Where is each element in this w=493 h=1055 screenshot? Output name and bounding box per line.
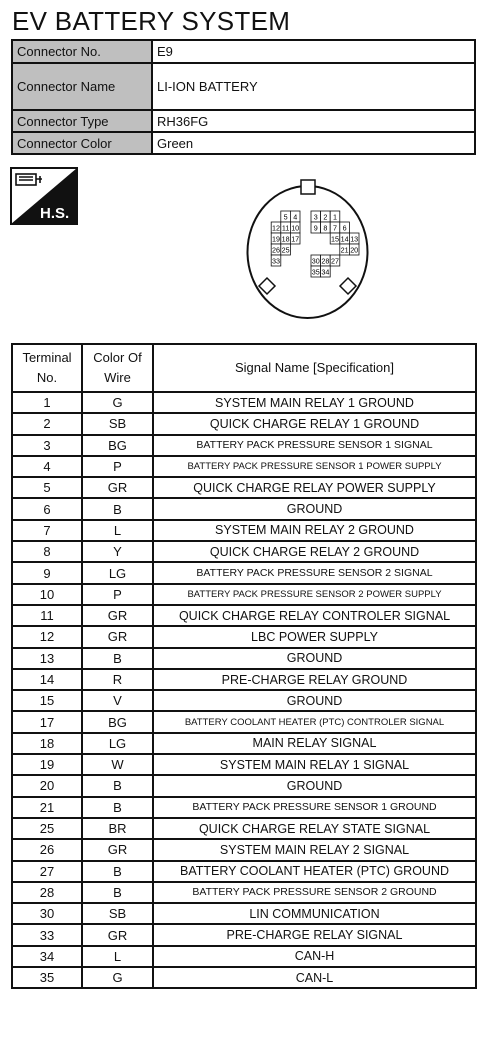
header-terminal-line2: No. — [36, 370, 58, 385]
wire-color-cell: B — [82, 797, 153, 818]
info-value: LI-ION BATTERY — [152, 63, 475, 110]
terminal-no-cell: 15 — [12, 690, 82, 711]
header-terminal-line1: Terminal — [22, 350, 72, 365]
wire-color-cell: SB — [82, 903, 153, 924]
table-row — [12, 392, 476, 413]
header-terminal-no — [12, 344, 82, 392]
info-row-connector-color — [12, 132, 475, 154]
table-row — [12, 946, 476, 967]
wire-color-cell: GR — [82, 839, 153, 860]
signal-name-cell: BATTERY COOLANT HEATER (PTC) CONTROLER SIGNAL — [153, 711, 476, 732]
terminal-no-cell: 13 — [12, 648, 82, 669]
table-row — [12, 818, 476, 839]
info-value: RH36FG — [152, 110, 475, 132]
table-row — [12, 882, 476, 903]
pin-label: 26 — [272, 245, 280, 255]
table-row — [12, 584, 476, 605]
pin-label: 1 — [333, 212, 337, 222]
header-color-line1: Color Of — [93, 350, 142, 365]
terminal-no-cell: 34 — [12, 946, 82, 967]
pin-label: 35 — [311, 267, 320, 277]
hs-label: H.S. — [40, 205, 70, 222]
pin-label: 4 — [293, 212, 298, 222]
signal-name-cell: PRE-CHARGE RELAY GROUND — [153, 669, 476, 690]
terminal-no-cell: 8 — [12, 541, 82, 562]
wire-color-cell: P — [82, 456, 153, 477]
pin-label: 21 — [340, 245, 349, 255]
wire-color-cell: Y — [82, 541, 153, 562]
wire-color-cell: B — [82, 498, 153, 519]
signal-name-cell: CAN-H — [153, 946, 476, 967]
pin-label: 5 — [283, 212, 288, 222]
terminal-no-cell: 33 — [12, 924, 82, 945]
signal-name-cell: PRE-CHARGE RELAY SIGNAL — [153, 924, 476, 945]
wire-color-cell: L — [82, 946, 153, 967]
wire-color-cell: BG — [82, 711, 153, 732]
terminal-no-cell: 11 — [12, 605, 82, 626]
signal-name-cell: CAN-L — [153, 967, 476, 988]
terminal-no-cell: 18 — [12, 733, 82, 754]
signal-name-cell: BATTERY COOLANT HEATER (PTC) GROUND — [153, 861, 476, 882]
signal-name-cell: QUICK CHARGE RELAY STATE SIGNAL — [153, 818, 476, 839]
table-row — [12, 754, 476, 775]
wire-color-cell: B — [82, 861, 153, 882]
table-row — [12, 733, 476, 754]
terminal-no-cell: 5 — [12, 477, 82, 498]
table-row — [12, 690, 476, 711]
pin-label: 9 — [313, 223, 318, 233]
info-row-connector-name — [12, 63, 475, 110]
wire-color-cell: GR — [82, 477, 153, 498]
wire-color-cell: B — [82, 775, 153, 796]
terminal-no-cell: 12 — [12, 626, 82, 647]
wire-color-cell: G — [82, 967, 153, 988]
header-color-line2: Wire — [104, 370, 131, 385]
signal-name-cell: QUICK CHARGE RELAY POWER SUPPLY — [153, 477, 476, 498]
terminal-no-cell: 14 — [12, 669, 82, 690]
signal-name-cell: SYSTEM MAIN RELAY 2 GROUND — [153, 520, 476, 541]
terminal-no-cell: 4 — [12, 456, 82, 477]
terminal-no-cell: 28 — [12, 882, 82, 903]
pin-label: 19 — [272, 234, 280, 244]
terminal-no-cell: 21 — [12, 797, 82, 818]
signal-name-cell: GROUND — [153, 775, 476, 796]
pin-label: 8 — [323, 223, 328, 233]
signal-name-cell: LIN COMMUNICATION — [153, 903, 476, 924]
wire-color-cell: W — [82, 754, 153, 775]
pin-label: 7 — [333, 223, 337, 233]
wire-color-cell: G — [82, 392, 153, 413]
info-value: Green — [152, 132, 475, 154]
connector-face-diagram — [245, 178, 370, 320]
table-row — [12, 861, 476, 882]
signal-name-cell: GROUND — [153, 498, 476, 519]
pin-label: 6 — [342, 223, 347, 233]
pin-label: 2 — [323, 212, 328, 222]
signal-name-cell: BATTERY PACK PRESSURE SENSOR 2 POWER SUPPLY — [153, 584, 476, 605]
info-key: Connector Type — [12, 110, 152, 132]
terminal-no-cell: 10 — [12, 584, 82, 605]
signal-name-cell: QUICK CHARGE RELAY 1 GROUND — [153, 413, 476, 434]
pin-label: 3 — [313, 212, 318, 222]
terminal-no-cell: 1 — [12, 392, 82, 413]
pin-label: 10 — [291, 223, 300, 233]
wire-color-cell: GR — [82, 605, 153, 626]
harness-side-icon — [10, 167, 78, 225]
pin-label: 13 — [350, 234, 359, 244]
terminal-no-cell: 9 — [12, 562, 82, 583]
wire-color-cell: P — [82, 584, 153, 605]
table-row — [12, 477, 476, 498]
terminal-no-cell: 26 — [12, 839, 82, 860]
table-row — [12, 797, 476, 818]
table-row — [12, 605, 476, 626]
header-signal-name: Signal Name [Specification] — [153, 344, 476, 392]
wire-color-cell: LG — [82, 562, 153, 583]
table-row — [12, 456, 476, 477]
table-row — [12, 839, 476, 860]
signal-name-cell: BATTERY PACK PRESSURE SENSOR 1 SIGNAL — [153, 435, 476, 456]
pin-label: 17 — [291, 234, 300, 244]
wire-color-cell: GR — [82, 626, 153, 647]
terminal-no-cell: 2 — [12, 413, 82, 434]
pin-label: 33 — [272, 256, 280, 266]
terminal-no-cell: 3 — [12, 435, 82, 456]
info-row-connector-no — [12, 40, 475, 63]
table-row — [12, 924, 476, 945]
table-row — [12, 903, 476, 924]
terminal-no-cell: 25 — [12, 818, 82, 839]
pin-label: 11 — [281, 223, 290, 233]
table-row — [12, 648, 476, 669]
wire-color-cell: B — [82, 648, 153, 669]
terminal-no-cell: 20 — [12, 775, 82, 796]
signal-name-cell: SYSTEM MAIN RELAY 1 SIGNAL — [153, 754, 476, 775]
terminal-no-cell: 17 — [12, 711, 82, 732]
terminal-no-cell: 35 — [12, 967, 82, 988]
wire-color-cell: SB — [82, 413, 153, 434]
pin-label: 25 — [281, 245, 290, 255]
pin-label: 30 — [311, 256, 320, 266]
signal-name-cell: GROUND — [153, 690, 476, 711]
connector-latch — [301, 180, 315, 194]
terminal-no-cell: 27 — [12, 861, 82, 882]
pin-label: 27 — [331, 256, 339, 266]
pin-label: 20 — [350, 245, 359, 255]
signal-name-cell: QUICK CHARGE RELAY 2 GROUND — [153, 541, 476, 562]
signal-name-cell: SYSTEM MAIN RELAY 1 GROUND — [153, 392, 476, 413]
terminal-no-cell: 7 — [12, 520, 82, 541]
signal-name-cell: SYSTEM MAIN RELAY 2 SIGNAL — [153, 839, 476, 860]
terminal-table — [11, 343, 477, 989]
table-row — [12, 498, 476, 519]
wire-color-cell: LG — [82, 733, 153, 754]
pin-label: 12 — [272, 223, 280, 233]
signal-name-cell: BATTERY PACK PRESSURE SENSOR 2 SIGNAL — [153, 562, 476, 583]
table-row — [12, 711, 476, 732]
info-key: Connector No. — [12, 40, 152, 63]
table-row — [12, 562, 476, 583]
info-key: Connector Name — [12, 63, 152, 110]
info-row-connector-type — [12, 110, 475, 132]
table-row — [12, 626, 476, 647]
signal-name-cell: MAIN RELAY SIGNAL — [153, 733, 476, 754]
pin-label: 28 — [321, 256, 330, 266]
pin-label: 15 — [331, 234, 339, 244]
terminal-no-cell: 19 — [12, 754, 82, 775]
wire-color-cell: BG — [82, 435, 153, 456]
signal-name-cell: BATTERY PACK PRESSURE SENSOR 1 POWER SUPPLY — [153, 456, 476, 477]
terminal-no-cell: 30 — [12, 903, 82, 924]
terminal-table-header — [12, 344, 476, 392]
wire-color-cell: GR — [82, 924, 153, 945]
signal-name-cell: GROUND — [153, 648, 476, 669]
page-title: EV BATTERY SYSTEM — [12, 6, 291, 36]
info-value: E9 — [152, 40, 475, 63]
table-row — [12, 435, 476, 456]
terminal-no-cell: 6 — [12, 498, 82, 519]
table-row — [12, 967, 476, 988]
info-key: Connector Color — [12, 132, 152, 154]
pin-label: 14 — [340, 234, 349, 244]
table-row — [12, 413, 476, 434]
table-row — [12, 669, 476, 690]
wire-color-cell: B — [82, 882, 153, 903]
table-row — [12, 541, 476, 562]
signal-name-cell: BATTERY PACK PRESSURE SENSOR 2 GROUND — [153, 882, 476, 903]
header-wire-color — [82, 344, 153, 392]
wire-color-cell: V — [82, 690, 153, 711]
pin-label: 34 — [321, 267, 330, 277]
wire-color-cell: R — [82, 669, 153, 690]
pin-label: 18 — [281, 234, 290, 244]
wire-color-cell: BR — [82, 818, 153, 839]
connector-info-table — [11, 39, 476, 155]
table-row — [12, 775, 476, 796]
wire-color-cell: L — [82, 520, 153, 541]
signal-name-cell: LBC POWER SUPPLY — [153, 626, 476, 647]
signal-name-cell: BATTERY PACK PRESSURE SENSOR 1 GROUND — [153, 797, 476, 818]
signal-name-cell: QUICK CHARGE RELAY CONTROLER SIGNAL — [153, 605, 476, 626]
table-row — [12, 520, 476, 541]
